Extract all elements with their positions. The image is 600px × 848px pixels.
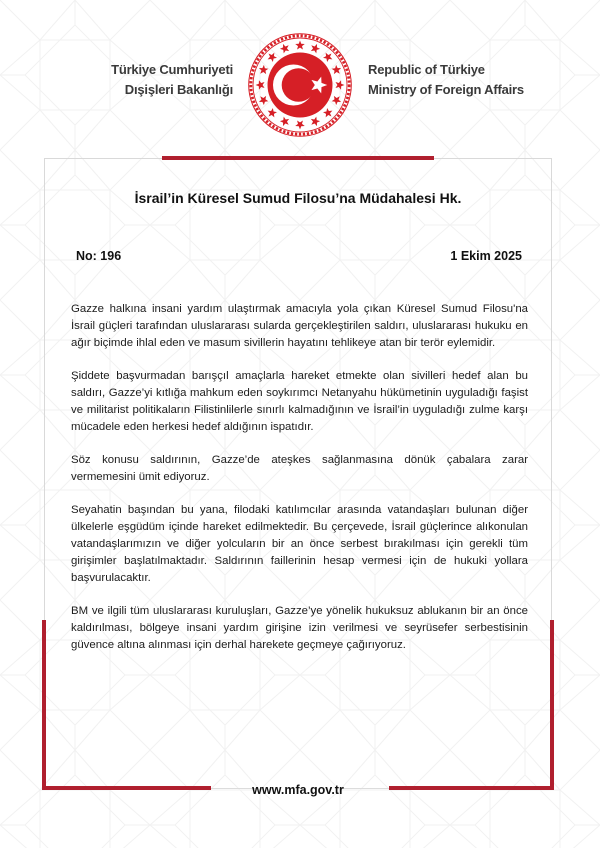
mfa-emblem-icon — [248, 33, 352, 137]
bottom-left-accent-border — [42, 620, 46, 790]
website-url: www.mfa.gov.tr — [252, 783, 344, 797]
body-paragraph: Gazze halkına insani yardım ulaştırmak amacıyla yola çıkan Küresel Sumud Filosu'na İsrail güçleri tarafından uluslararası sularda gerçekleştirilen saldırı, uluslararası hukuku en ağır biçimde ihlal eden ve masum sivillerin hayatını tehlikeye atan bir terör eylemidir. — [71, 303, 528, 349]
org-en-line2: Ministry of Foreign Affairs — [368, 81, 524, 97]
org-name-turkish — [111, 60, 233, 99]
body-paragraph: Söz konusu saldırının, Gazze’de ateşkes sağlanmasına dönük çabalara zarar vermemesini ümit ediyoruz. — [71, 454, 528, 483]
document-meta — [76, 249, 522, 263]
header — [0, 0, 600, 158]
document-body — [71, 301, 528, 670]
org-tr-line1: Türkiye Cumhuriyeti — [111, 62, 233, 77]
document-title: İsrail’in Küresel Sumud Filosu’na Müdahalesi Hk. — [134, 190, 462, 206]
org-tr-line2: Dışişleri Bakanlığı — [124, 81, 233, 97]
body-paragraph: Seyahatin başından bu yana, filodaki katılımcılar arasında vatandaşları bulunan diğer ülkelerle eşgüdüm içinde hareket edilmektedir. Bu çerçevede, İsrail güçlerince alıkonulan vatandaşlarımızın ve diğer yolcuların bir an önce serbest bırakılması için gerekli tüm girişimler başlatılmaktadır. Saldırının faillerinin hesap vermesi için de hukuki yollara başvurulacaktır. — [71, 504, 528, 584]
press-release-card — [44, 158, 552, 797]
body-paragraph: BM ve ilgili tüm uluslararası kuruluşları, Gazze’ye yönelik hukuksuz ablukanın bir an önce kaldırılması, bölgeye insani yardım girişine izin verilmesi ve seyrüsefer serbestisinin güvence altına alınması için derhal harekete geçmeye çağırıyoruz. — [71, 605, 528, 651]
document-date: 1 Ekim 2025 — [450, 249, 522, 263]
document-number: No: 196 — [76, 249, 122, 263]
bottom-right-accent-border — [550, 620, 554, 790]
body-paragraph: Şiddete başvurmadan barışçıl amaçlarla hareket etmekte olan sivilleri hedef alan bu saldırı, Gazze’yi kıtlığa mahkum eden soykırımcı Netanyahu hükümetinin uyguladığı faşist ve militarist politikaların Filistinlilerle sınırlı kalmadığının ve İsrail’in uyguladığı zulme karşı mücadele eden herkesi hedef aldığının ispatıdır. — [71, 370, 528, 433]
org-name-english — [368, 60, 524, 99]
org-en-line1: Republic of Türkiye — [368, 62, 485, 77]
